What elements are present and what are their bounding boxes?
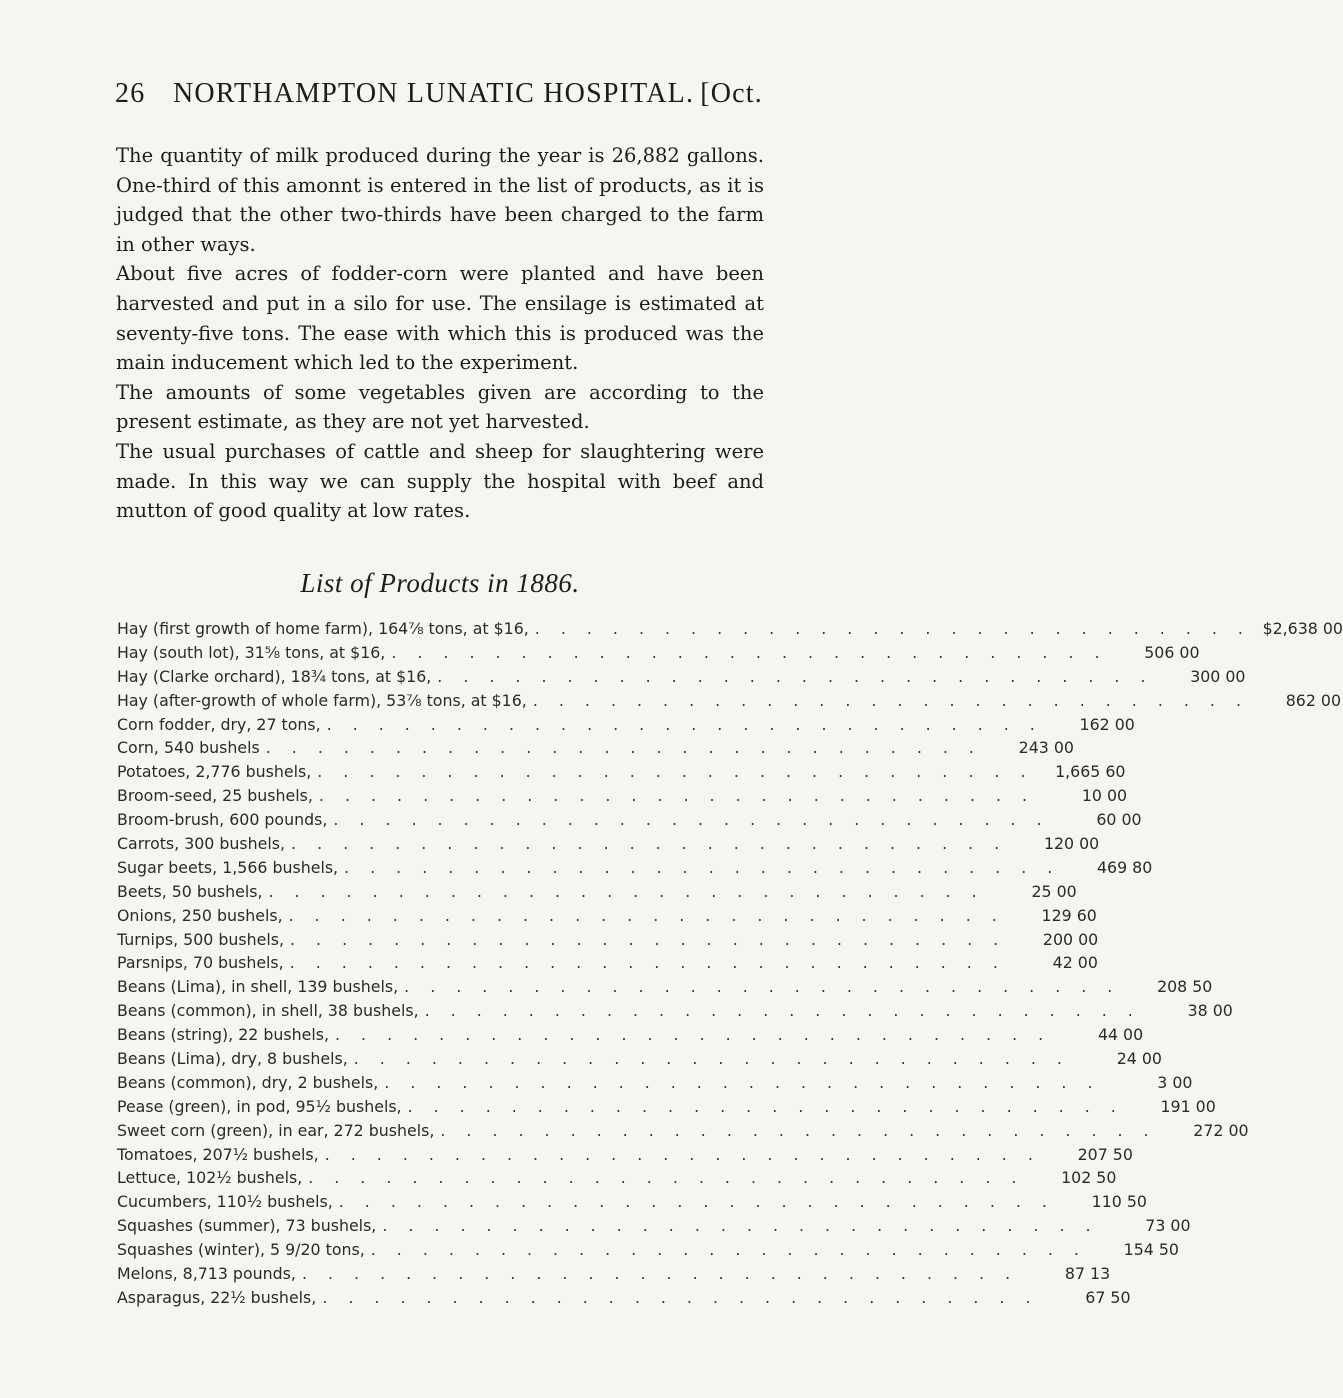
dot-leader: . . . . . . . . . . . . . . . . . . . . . . . . . . . . (334, 1025, 1052, 1045)
dot-leader: . . . . . . . . . . . . . . . . . . . . . . . . . . . . (353, 1049, 1070, 1069)
product-item: Broom-brush, 600 pounds, (117, 810, 328, 830)
product-amount: 38 00 (1187, 1001, 1233, 1021)
product-row (117, 1023, 1144, 1047)
products-table (117, 617, 1343, 1310)
dot-leader: . . . . . . . . . . . . . . . . . . . . . . . . . . . . (382, 1216, 1099, 1236)
product-item: Beans (Lima), in shell, 139 bushels, (117, 977, 399, 997)
product-item: Beans (Lima), dry, 8 bushels, (117, 1049, 348, 1069)
product-item: Beans (common), in shell, 38 bushels, (117, 1001, 419, 1021)
product-amount: 102 50 (1061, 1168, 1117, 1188)
product-row (117, 880, 1077, 904)
dot-leader: . . . . . . . . . . . . . . . . . . . . . . . . . . . . (322, 1287, 1039, 1307)
dot-leader: . . . . . . . . . . . . . . . . . . . . . . . . . . . . (288, 905, 1005, 925)
dot-leader: . . . . . . . . . . . . . . . . . . . . . . . . . . . . (326, 714, 1043, 734)
product-amount: 506 00 (1144, 642, 1200, 662)
product-row (117, 928, 1099, 952)
product-item: Carrots, 300 bushels, (117, 834, 286, 854)
product-row (117, 808, 1142, 832)
product-amount: 272 00 (1193, 1120, 1249, 1140)
product-amount: $2,638 00 (1262, 619, 1343, 638)
product-amount: 1,665 60 (1055, 762, 1126, 782)
product-row (117, 1071, 1193, 1095)
product-row (117, 1286, 1131, 1310)
product-item: Beets, 50 bushels, (117, 881, 263, 901)
product-row (117, 1095, 1216, 1119)
dot-leader: . . . . . . . . . . . . . . . . . . . . . . . . . . . . (333, 810, 1050, 830)
product-row (117, 1047, 1162, 1071)
product-item: Onions, 250 bushels, (117, 905, 283, 925)
product-row (117, 1166, 1117, 1190)
product-amount: 191 00 (1160, 1096, 1216, 1116)
product-amount: 60 00 (1096, 810, 1142, 830)
product-row (117, 999, 1233, 1023)
paragraph-fodder-corn: About five acres of fodder-corn were planted and have been harvested and put in a silo for use. The ensilage is estimated at seventy-five tons. The ease with which this is produced was the main inducement which led to the experiment. (116, 262, 764, 375)
product-item: Beans (string), 22 bushels, (117, 1025, 329, 1045)
product-item: Hay (first growth of home farm), 164⅞ tons, at $16, (117, 619, 529, 638)
product-amount: 110 50 (1091, 1192, 1147, 1212)
product-row (117, 1119, 1249, 1143)
product-amount: 42 00 (1052, 953, 1098, 973)
product-amount: 3 00 (1157, 1072, 1193, 1092)
product-row (117, 951, 1098, 975)
product-item: Hay (south lot), 31⅝ tons, at $16, (117, 642, 386, 662)
product-item: Potatoes, 2,776 bushels, (117, 762, 312, 782)
product-row (117, 736, 1074, 760)
product-amount: 207 50 (1077, 1144, 1133, 1164)
product-amount: 200 00 (1042, 929, 1099, 949)
dot-leader: . . . . . . . . . . . . . . . . . . . . . . . . . . . . (424, 1001, 1141, 1021)
page-header (115, 78, 763, 112)
running-month: [Oct. (700, 78, 763, 109)
dot-leader: . . . . . . . . . . . . . . . . . . . . . . . . . . . . (404, 977, 1121, 997)
paragraph-cattle: The usual purchases of cattle and sheep for slaughtering were made. In this way we can supply the hospital with beef and mutton of good quality at low rates. (116, 439, 764, 523)
product-amount: 87 13 (1064, 1264, 1111, 1284)
product-amount: 67 50 (1085, 1287, 1131, 1307)
product-item: Turnips, 500 bushels, (117, 929, 284, 949)
dot-leader: . . . . . . . . . . . . . . . . . . . . . . . . . . . . (317, 762, 1034, 782)
dot-leader: . . . . . . . . . . . . . . . . . . . . . . . . . . . . (391, 642, 1108, 662)
product-item: Asparagus, 22½ bushels, (117, 1287, 317, 1307)
product-item: Squashes (winter), 5 9/20 tons, (117, 1240, 365, 1260)
dot-leader: . . . . . . . . . . . . . . . . . . . . . . . . . . . . (344, 857, 1061, 877)
product-item: Tomatoes, 207½ bushels, (117, 1144, 319, 1164)
product-amount: 25 00 (1031, 881, 1077, 901)
dot-leader: . . . . . . . . . . . . . . . . . . . . . . . . . . . . (437, 666, 1154, 686)
product-amount: 44 00 (1097, 1025, 1144, 1045)
dot-leader: . . . . . . . . . . . . . . . . . . . . . . . . . . . . (318, 786, 1036, 806)
product-row (117, 1143, 1133, 1167)
product-amount: 10 00 (1081, 786, 1128, 806)
product-amount: 73 00 (1145, 1216, 1191, 1236)
product-item: Hay (Clarke orchard), 18¾ tons, at $16, (117, 666, 432, 686)
product-amount: 243 00 (1018, 738, 1074, 758)
product-row (117, 856, 1153, 880)
product-row (117, 1190, 1147, 1214)
dot-leader: . . . . . . . . . . . . . . . . . . . . . . . . . . . . (324, 1144, 1041, 1164)
running-title: NORTHAMPTON LUNATIC HOSPITAL. (173, 78, 695, 109)
product-row (117, 689, 1341, 713)
dot-leader: . . . . . . . . . . . . . . . . . . . . . . . . . . . . (338, 1192, 1055, 1212)
product-row (117, 713, 1135, 737)
product-amount: 862 00 (1285, 690, 1341, 710)
product-row (117, 641, 1200, 665)
product-amount: 120 00 (1043, 834, 1100, 854)
product-row (117, 665, 1246, 689)
product-row (117, 617, 1343, 641)
product-amount: 24 00 (1116, 1049, 1162, 1069)
product-row (117, 784, 1128, 808)
page-number: 26 (115, 78, 146, 109)
product-amount: 469 80 (1097, 857, 1153, 877)
product-item: Lettuce, 102½ bushels, (117, 1168, 303, 1188)
product-amount: 162 00 (1079, 714, 1135, 734)
list-title: List of Products in 1886. (300, 568, 580, 598)
dot-leader: . . . . . . . . . . . . . . . . . . . . . . . . . . . . (291, 834, 1008, 854)
dot-leader: . . . . . . . . . . . . . . . . . . . . . . . . . . . . (290, 929, 1007, 949)
product-item: Parsnips, 70 bushels, (117, 953, 284, 973)
product-amount: 208 50 (1157, 977, 1213, 997)
product-item: Broom-seed, 25 bushels, (117, 786, 313, 806)
paragraph-milk: The quantity of milk produced during the year is 26,882 gallons. One-third of this amonnt is entered in the list of products, as it is judged that the other two-thirds have been charged to the farm in other ways. (116, 144, 764, 256)
product-item: Pease (green), in pod, 95½ bushels, (117, 1096, 402, 1116)
dot-leader: . . . . . . . . . . . . . . . . . . . . . . . . . . . . (370, 1240, 1087, 1260)
product-item: Squashes (summer), 73 bushels, (117, 1216, 377, 1236)
dot-leader: . . . . . . . . . . . . . . . . . . . . . . . . . . . . (301, 1264, 1019, 1284)
product-amount: 300 00 (1190, 666, 1246, 686)
product-amount: 129 60 (1041, 905, 1097, 925)
product-row (117, 832, 1100, 856)
dot-leader: . . . . . . . . . . . . . . . . . . . . . . . . . . . . (384, 1072, 1101, 1092)
product-row (117, 975, 1213, 999)
product-item: Corn fodder, dry, 27 tons, (117, 714, 321, 734)
product-item: Melons, 8,713 pounds, (117, 1264, 296, 1284)
product-item: Beans (common), dry, 2 bushels, (117, 1072, 379, 1092)
product-row (117, 760, 1126, 784)
dot-leader: . . . . . . . . . . . . . . . . . . . . . . . . . . . . (265, 738, 982, 758)
product-item: Corn, 540 bushels (117, 738, 260, 758)
dot-leader: . . . . . . . . . . . . . . . . . . . . . . . . . . . . (407, 1096, 1124, 1116)
product-row (117, 1262, 1111, 1286)
body-text (116, 141, 764, 526)
dot-leader: . . . . . . . . . . . . . . . . . . . . . . . . . . . . (268, 881, 985, 901)
product-item: Cucumbers, 110½ bushels, (117, 1192, 333, 1212)
dot-leader: . . . . . . . . . . . . . . . . . . . . . . . . . . . . (308, 1168, 1025, 1188)
product-row (117, 1238, 1179, 1262)
product-row (117, 1214, 1191, 1238)
paragraph-vegetables: The amounts of some vegetables given are according to the present estimate, as they are not yet harvested. (116, 380, 764, 434)
product-amount: 154 50 (1123, 1240, 1179, 1260)
product-row (117, 904, 1097, 928)
product-item: Hay (after-growth of whole farm), 53⅞ tons, at $16, (117, 690, 527, 710)
dot-leader: . . . . . . . . . . . . . . . . . . . . . . . . . . . . (534, 619, 1251, 638)
product-item: Sugar beets, 1,566 bushels, (117, 857, 339, 877)
dot-leader: . . . . . . . . . . . . . . . . . . . . . . . . . . . . (532, 690, 1249, 710)
product-item: Sweet corn (green), in ear, 272 bushels, (117, 1120, 435, 1140)
dot-leader: . . . . . . . . . . . . . . . . . . . . . . . . . . . . (289, 953, 1006, 973)
dot-leader: . . . . . . . . . . . . . . . . . . . . . . . . . . . . (440, 1120, 1157, 1140)
